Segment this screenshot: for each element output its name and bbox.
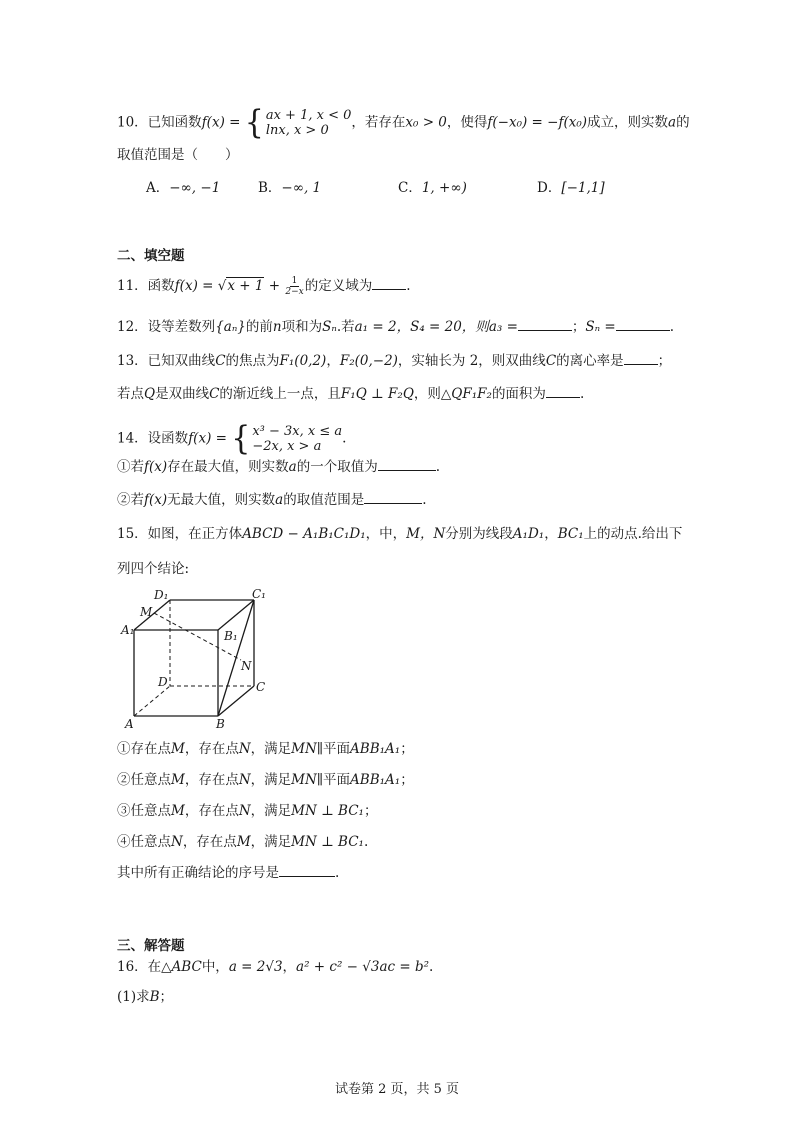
q12-text-d: .若	[336, 319, 355, 335]
q10-case1: ax + 1, x < 0	[265, 108, 352, 123]
frac-den: 2−x	[285, 287, 304, 297]
s1-M: M	[171, 741, 185, 757]
q16	[117, 958, 433, 976]
q13-text-d: 的离心率是	[556, 353, 624, 369]
option-text: −∞, −1	[169, 180, 221, 196]
q15-statement-4	[117, 833, 368, 851]
frac-num: 1	[291, 276, 298, 286]
q15-text-e: 上的动点.给出下	[583, 526, 683, 542]
q13-q: Q	[144, 386, 156, 402]
s2-MN: MN	[291, 772, 317, 788]
q16-b: 中，	[201, 959, 229, 975]
q12-a1: a₁ = 2	[354, 319, 397, 335]
q13-f2: F₂(0,−2)	[339, 353, 398, 369]
q14-p2-fx: f(x)	[144, 492, 168, 508]
label-B1: B₁	[224, 629, 238, 643]
label-A: A	[125, 717, 134, 730]
label-C: C	[256, 680, 266, 694]
q12-n: n	[272, 319, 282, 335]
s3-a: ③任意点	[117, 803, 171, 819]
answer-blank[interactable]	[372, 277, 406, 290]
q10-eq: f(−x₀) = −f(x₀)	[487, 114, 588, 131]
q14-piecewise	[231, 419, 343, 458]
q12-text-b: 的前	[245, 319, 273, 335]
s2-M: M	[171, 772, 185, 788]
q11-tail: 的定义域为	[304, 278, 373, 294]
label-N: N	[241, 659, 252, 673]
q16-eq2: a² + c² − √3ac = b²	[296, 959, 430, 975]
q12-sn2: Sₙ =	[585, 319, 616, 335]
label-A1: A₁	[121, 623, 135, 637]
q13-comma: ，	[326, 353, 340, 369]
q10-text: ，若存在	[351, 114, 406, 131]
q13-text-c: ，实轴长为 2，则双曲线	[397, 353, 546, 369]
q16-c: ，	[282, 959, 297, 975]
q14-p2-a: ②若	[117, 492, 144, 508]
q15-text-d: ，	[544, 526, 558, 542]
answer-blank[interactable]	[364, 491, 422, 504]
q14-p2-var: a	[275, 492, 284, 508]
q16-abc: ABC	[171, 959, 202, 975]
answer-blank[interactable]	[279, 864, 335, 877]
q15-cube: ABCD − A₁B₁C₁D₁	[242, 526, 366, 542]
q15-text-c: 分别为线段	[445, 526, 513, 542]
q14-p1-var: a	[288, 459, 297, 475]
section-title-answer: 三、解答题	[117, 938, 185, 954]
q11-sqrt: x + 1	[227, 278, 264, 294]
q13-text-b: 的焦点为	[225, 353, 280, 369]
q13-text-f: 是双曲线	[155, 386, 210, 402]
q15-statement-3	[117, 802, 377, 820]
brace-icon: {	[231, 419, 251, 458]
q13-c3: C	[209, 386, 220, 402]
q15-final: 其中所有正确结论的序号是 .	[117, 865, 340, 881]
answer-blank[interactable]	[616, 318, 670, 331]
q13-tri: QF₁F₂	[451, 386, 492, 402]
q12-s4: ，S₄ = 20，则	[396, 319, 489, 335]
q11-func: f(x) =	[174, 278, 214, 294]
q14-func: f(x) =	[188, 430, 227, 447]
q13-text-g: 的渐近线上一点，且	[219, 386, 341, 402]
q10-option-b	[258, 176, 321, 196]
answer-blank[interactable]	[378, 458, 436, 471]
label-B: B	[216, 717, 225, 730]
q15-seg2: BC₁	[557, 526, 584, 542]
q12-a3: a₃ =	[488, 319, 518, 335]
q14-p1-b: 存在最大值，则实数	[167, 459, 289, 475]
s1-plane: ABB₁A₁	[350, 741, 401, 757]
label-D: D	[158, 675, 168, 689]
q16-d: .	[429, 959, 434, 975]
section-title-fill-blank: 二、填空题	[117, 248, 185, 264]
option-text: 1, +∞)	[421, 180, 467, 196]
q10-tail2: 的	[676, 114, 690, 131]
s3-b: ，存在点	[184, 803, 239, 819]
answer-blank[interactable]	[518, 318, 572, 331]
q13-text-h: ，则△	[413, 386, 452, 402]
q14-case2: −2x, x > a	[252, 439, 322, 454]
q15-text-a: 15．如图，在正方体	[117, 526, 243, 542]
q15-line2: 列四个结论:	[117, 561, 190, 577]
q10-tail: 成立，则实数	[587, 114, 669, 131]
s1-a: ①存在点	[117, 741, 171, 757]
s1-end: ；	[400, 741, 414, 757]
q12-text-c: 项和为	[281, 319, 323, 335]
s1-b: ，存在点	[184, 741, 239, 757]
q15-text-b: ，中，	[365, 526, 407, 542]
q15-statement-1	[117, 740, 414, 758]
q12-seq: {aₙ}	[215, 319, 246, 335]
q14-case1: x³ − 3x, x ≤ a	[252, 424, 343, 439]
q15-final-text: 其中所有正确结论的序号是	[117, 865, 279, 881]
q10-option-d	[537, 176, 605, 196]
s3-M: M	[171, 803, 185, 819]
q14-p1-fx: f(x)	[144, 459, 168, 475]
q16-part1	[117, 988, 173, 1006]
s3-c: ，满足	[250, 803, 292, 819]
q16-eq1: a = 2√3	[228, 959, 283, 975]
s3-end: ；	[363, 803, 378, 819]
q14-part2: ②若f(x)无最大值，则实数a的取值范围是 .	[117, 492, 427, 508]
s2-N: N	[238, 772, 251, 788]
q10-line1	[117, 103, 690, 142]
q13-c: C	[215, 353, 226, 369]
q14-p2-c: 的取值范围是	[283, 492, 365, 508]
q13-text-e: 若点	[117, 386, 144, 402]
label-M: M	[140, 605, 153, 619]
q11: 11．函数f(x) = √x + 1 + $\frac{1}{2-x}$ 的定义域为 .	[117, 276, 411, 297]
q13-line1: 13．已知双曲线C的焦点为F₁(0,2)，F₂(0,−2)，实轴长为 2，则双曲线C的离心率是 ；	[117, 353, 672, 369]
q10-option-c	[398, 176, 467, 196]
q13-f1: F₁(0,2)	[279, 353, 327, 369]
q12-sep: ；	[571, 319, 586, 335]
q15-statement-2	[117, 771, 414, 789]
q14-number: 14．设函数	[117, 430, 189, 447]
s2-c: ，满足	[250, 772, 292, 788]
option-label: B．	[258, 180, 282, 196]
q13-text-a: 13．已知双曲线	[117, 353, 216, 369]
s2-b: ，存在点	[184, 772, 239, 788]
s4-perp: MN ⊥ BC₁	[291, 834, 364, 850]
q10-var: a	[668, 114, 677, 131]
s4-M: M	[236, 834, 251, 850]
q14-p2-b: 无最大值，则实数	[167, 492, 276, 508]
q10-line2: 取值范围是（ ）	[117, 147, 239, 163]
q10-text2: ，使得	[446, 114, 488, 131]
q14-p1-c: 的一个取值为	[296, 459, 378, 475]
s1-c: ，满足	[250, 741, 292, 757]
q13-text-i: 的面积为	[491, 386, 546, 402]
q10-piecewise	[244, 103, 352, 142]
q16-B: B	[149, 989, 160, 1005]
label-C1: C₁	[252, 588, 266, 601]
q16-sub1: (1)求	[117, 989, 150, 1005]
option-label: A．	[146, 180, 170, 196]
q14-part1: ①若f(x)存在最大值，则实数a的一个取值为 .	[117, 459, 441, 475]
label-D1: D₁	[154, 588, 169, 602]
q10-option-a	[146, 176, 220, 196]
s4-N: N	[171, 834, 183, 850]
s4-end: .	[363, 834, 369, 850]
option-text: [−1,1]	[561, 180, 605, 196]
q16-sub1-end: ；	[159, 989, 174, 1005]
s3-N: N	[238, 803, 251, 819]
s2-a: ②任意点	[117, 772, 171, 788]
option-label: D．	[537, 180, 562, 196]
q15-seg1: A₁D₁	[512, 526, 545, 542]
q10-case2: lnx, x > 0	[265, 123, 329, 138]
q12-sn: Sₙ	[322, 319, 337, 335]
q16-a: 16．在△	[117, 959, 172, 975]
s1-MN: MN	[291, 741, 317, 757]
edge-B1C1	[218, 600, 254, 630]
edge-AD-hidden	[134, 686, 170, 716]
option-label: C．	[398, 180, 422, 196]
q13-line2: 若点Q是双曲线C的渐近线上一点，且F₁Q ⊥ F₂Q，则△QF₁F₂的面积为 .	[117, 386, 585, 402]
cube-figure	[120, 588, 280, 730]
q11-number: 11．函数	[117, 278, 175, 294]
s1-N: N	[238, 741, 251, 757]
q10-number: 10．已知函数	[117, 114, 202, 131]
s4-b: ，存在点	[182, 834, 237, 850]
s2-end: ；	[400, 772, 414, 788]
s1-d: ∥平面	[316, 741, 351, 757]
answer-blank[interactable]	[546, 385, 580, 398]
s4-a: ④任意点	[117, 834, 171, 850]
edge-BC	[218, 686, 254, 716]
q14-line1: 14．设函数f(x) = { x³ − 3x, x ≤ a −2x, x > a .	[117, 419, 347, 458]
page-footer: 试卷第 2 页，共 5 页	[334, 1082, 460, 1097]
q14-p1-a: ①若	[117, 459, 144, 475]
segment-BC1	[218, 600, 254, 716]
q11-fraction	[285, 276, 303, 297]
s2-d: ∥平面	[316, 772, 351, 788]
answer-blank[interactable]	[624, 352, 658, 365]
q10-func: f(x) =	[201, 114, 241, 131]
s3-perp: MN ⊥ BC₁	[291, 803, 364, 819]
q13-c2: C	[545, 353, 557, 369]
s2-plane: ABB₁A₁	[350, 772, 401, 788]
s4-c: ，满足	[250, 834, 292, 850]
q13-perp: F₁Q ⊥ F₂Q	[340, 386, 414, 402]
option-text: −∞, 1	[281, 180, 322, 196]
q12: 12．设等差数列{aₙ}的前n项和为Sₙ.若a₁ = 2，S₄ = 20，则a₃ = ；Sₙ = .	[117, 319, 675, 335]
q15-line1	[117, 525, 682, 543]
q12-text-a: 12．设等差数列	[117, 319, 216, 335]
brace-icon: {	[244, 103, 264, 142]
q15-mn: M，N	[406, 526, 446, 542]
q10-cond: x₀ > 0	[405, 114, 447, 131]
